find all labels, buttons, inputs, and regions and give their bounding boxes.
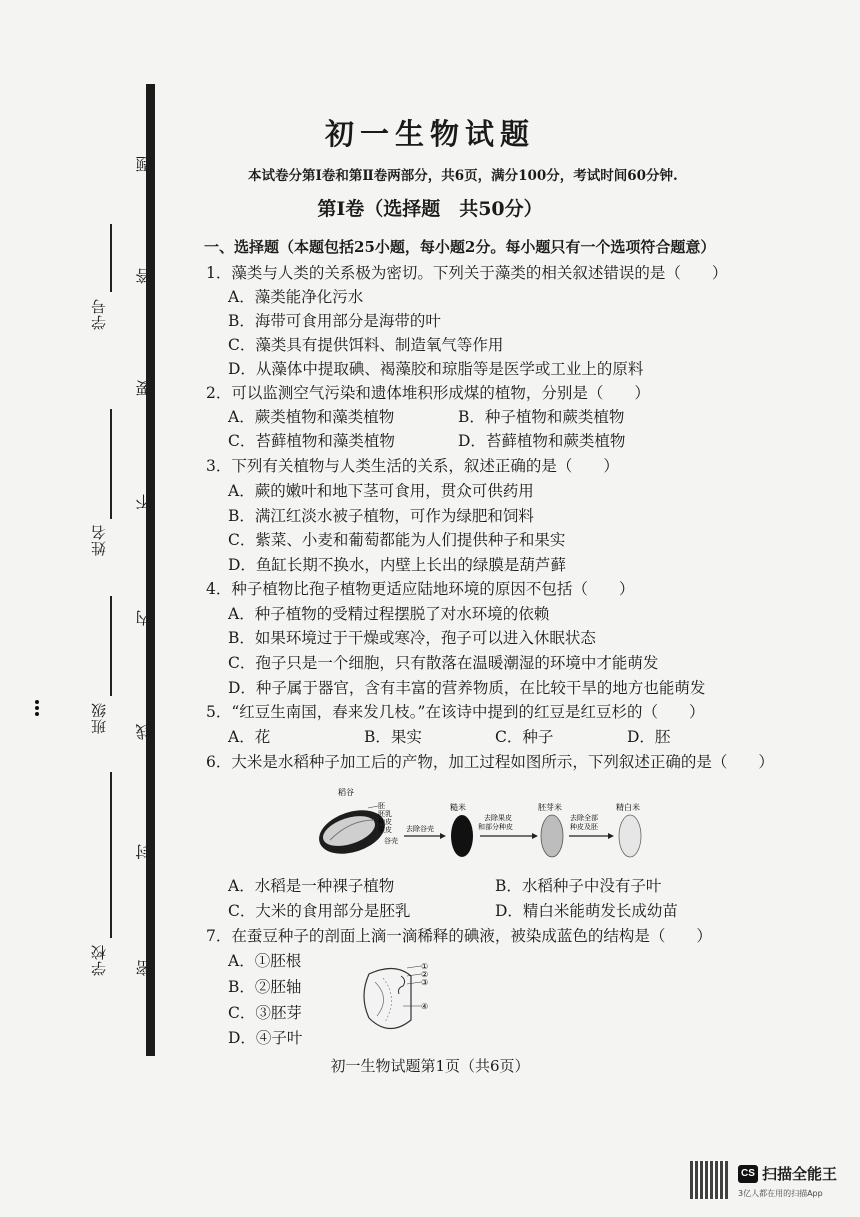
question-stem: 6．大米是水稻种子加工后的产物，加工过程如图所示，下列叙述正确的是（ ）: [206, 753, 774, 771]
option: A．蕨类植物和藻类植物: [228, 408, 395, 426]
option: C．种子: [495, 728, 554, 746]
option: C．苔藓植物和藻类植物: [228, 432, 395, 450]
binding-margin: [0, 84, 160, 1064]
option: D．鱼缸长期不换水，内壁上长出的绿膜是葫芦藓: [228, 556, 566, 574]
camscanner-logo-icon: CS: [738, 1165, 758, 1183]
school-label: 学校: [90, 944, 108, 976]
option: A．①胚根: [228, 952, 302, 970]
question-stem: 3．下列有关植物与人类生活的关系，叙述正确的是（ ）: [206, 457, 619, 475]
question-stem: 2．可以监测空气污染和遗体堆积形成煤的植物，分别是（ ）: [206, 384, 650, 402]
part-label: 胚: [378, 802, 385, 810]
rice-processing-figure: [312, 786, 652, 866]
part-label: 胚乳: [378, 810, 392, 818]
exam-title: 初一生物试题: [324, 117, 535, 151]
name-label: 姓名: [90, 524, 108, 556]
option: B．海带可食用部分是海带的叶: [228, 312, 441, 330]
option: D．④子叶: [228, 1029, 303, 1047]
option: A．种子植物的受精过程摆脱了对水环境的依赖: [228, 605, 550, 623]
school-blank[interactable]: [110, 772, 112, 938]
name-blank[interactable]: [110, 409, 112, 519]
option: D．从藻体中提取碘、褐藻胶和琼脂等是医学或工业上的原料: [228, 360, 644, 378]
question-stem: 4．种子植物比孢子植物更适应陆地环境的原因不包括（ ）: [206, 580, 635, 598]
structure-label: ②: [421, 970, 429, 979]
step-label: 去除谷壳: [406, 825, 434, 833]
option: C．大米的食用部分是胚乳: [228, 902, 411, 920]
seal-char: 题: [135, 156, 154, 172]
stage-label: 精白米: [616, 803, 640, 812]
seal-char: 不: [135, 494, 154, 510]
section-heading: 一、选择题（本题包括25小题，每小题2分。每小题只有一个选项符合题意）: [204, 238, 716, 256]
option: C．③胚芽: [228, 1004, 302, 1022]
svg-text:去除果皮: 去除果皮: [484, 814, 512, 822]
option: B．果实: [364, 728, 422, 746]
student-id-label: 学号: [90, 298, 108, 330]
option: A．花: [228, 728, 271, 746]
option: C．紫菜、小麦和葡萄都能为人们提供种子和果实: [228, 531, 566, 549]
option: A．藻类能净化污水: [228, 288, 364, 306]
option: D．胚: [627, 728, 671, 746]
scan-mark: [35, 700, 44, 716]
seal-char: 答: [135, 268, 154, 284]
option: A．蕨的嫩叶和地下茎可食用，贯众可供药用: [228, 482, 534, 500]
stage-label: 胚芽米: [538, 803, 562, 812]
structure-label: ④: [421, 1002, 429, 1011]
option: C．孢子只是一个细胞，只有散落在温暖潮湿的环境中才能萌发: [228, 654, 659, 672]
option: A．水稻是一种裸子植物: [228, 877, 395, 895]
seal-char: 密: [135, 960, 154, 976]
svg-text:和部分种皮: 和部分种皮: [478, 823, 513, 831]
seal-char: 封: [135, 844, 154, 860]
question-stem: 5．“红豆生南国，春来发几枝。”在该诗中提到的红豆是红豆杉的（ ）: [206, 703, 705, 721]
question-stem: 1．藻类与人类的关系极为密切。下列关于藻类的相关叙述错误的是（ ）: [206, 264, 728, 282]
student-id-blank[interactable]: [110, 224, 112, 292]
option: B．满江红淡水被子植物，可作为绿肥和饲料: [228, 507, 534, 525]
part-label: 谷壳: [384, 837, 398, 845]
svg-text:种皮及胚: 种皮及胚: [570, 823, 598, 831]
part-title: 第Ⅰ卷（选择题 共50分）: [317, 198, 543, 220]
seal-char: 线: [135, 724, 154, 740]
camscanner-name: 扫描全能王: [762, 1165, 838, 1183]
option: D．种子属于器官，含有丰富的营养物质，在比较干旱的地方也能萌发: [228, 679, 706, 697]
stage-label: 糙米: [450, 803, 466, 812]
part-label: 果皮: [378, 826, 392, 834]
camscanner-tagline: 3亿人都在用的扫描App: [738, 1189, 823, 1198]
structure-label: ③: [421, 978, 429, 987]
page-footer: 初一生物试题第1页（共6页）: [330, 1057, 530, 1075]
class-blank[interactable]: [110, 596, 112, 696]
part-label: 种皮: [378, 818, 392, 826]
qr-code-icon: [690, 1161, 728, 1199]
option: B．水稻种子中没有子叶: [495, 877, 662, 895]
structure-label: ①: [421, 962, 429, 971]
option: C．藻类具有提供饵料、制造氧气等作用: [228, 336, 504, 354]
option: D．精白米能萌发长成幼苗: [495, 902, 678, 920]
stage-label: 稻谷: [338, 788, 354, 797]
question-stem: 7．在蚕豆种子的剖面上滴一滴稀释的碘液，被染成蓝色的结构是（ ）: [206, 927, 712, 945]
option: D．苔藓植物和蕨类植物: [458, 432, 626, 450]
seal-char: 要: [135, 380, 154, 396]
option: B．②胚轴: [228, 978, 302, 996]
broad-bean-seed-figure: [355, 958, 435, 1038]
svg-text:去除全部: 去除全部: [570, 814, 598, 822]
seal-char: 内: [135, 610, 154, 626]
option: B．种子植物和蕨类植物: [458, 408, 625, 426]
option: B．如果环境过于干燥或寒冷，孢子可以进入休眠状态: [228, 629, 596, 647]
class-label: 班级: [90, 702, 108, 734]
exam-instructions: 本试卷分第Ⅰ卷和第Ⅱ卷两部分，共6页，满分100分，考试时间60分钟.: [248, 168, 678, 184]
